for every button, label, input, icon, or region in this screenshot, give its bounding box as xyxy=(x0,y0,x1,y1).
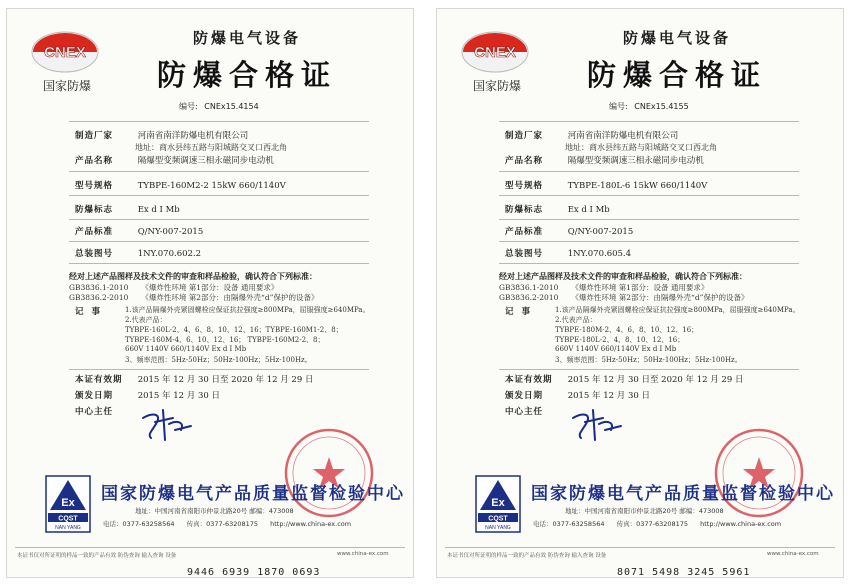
manufacturer-row xyxy=(505,129,678,141)
field-label: 型号规格 xyxy=(75,181,114,191)
manufacturer-address: 地址：商水县纬五路与阳城路交叉口西北角 xyxy=(565,143,717,152)
divider xyxy=(69,369,369,370)
standard-row xyxy=(505,225,633,237)
divider xyxy=(15,547,405,548)
standard-item xyxy=(69,292,319,303)
cqst-logo-icon xyxy=(475,475,521,533)
organization-address: 地址：中国河南省南阳市仲景北路20号 邮编：473008 xyxy=(565,507,724,515)
remarks-label: 记事 xyxy=(505,307,539,317)
divider xyxy=(499,369,799,370)
standard-row xyxy=(75,225,203,237)
contact-line xyxy=(533,519,791,528)
field-label: 制造厂家 xyxy=(75,131,114,141)
certificate-title: 防爆合格证 xyxy=(586,58,767,92)
director-signature-icon xyxy=(565,404,625,444)
standard-value: Q/NY-007-2015 xyxy=(567,227,634,237)
director-signature-icon xyxy=(135,404,195,444)
standard-desc: 《爆炸性环境 第1部分：设备 通用要求》 xyxy=(571,283,709,292)
remark-line: TYBPE-180L-2、4、8、10、12、16； xyxy=(555,336,685,344)
footer-note: 本证书仅对所证明的样品一致的产品有效 防伪查询 输入查询 设备 xyxy=(17,553,177,559)
director-row xyxy=(505,405,565,417)
footer-note: 本证书仅对所证明的样品一致的产品有效 防伪查询 输入查询 设备 xyxy=(447,553,607,559)
issue-date-value: 2015 年 12 月 30 日 xyxy=(137,391,220,401)
official-seal-icon xyxy=(283,427,375,519)
footer-url: www.china-ex.com xyxy=(337,551,389,557)
divider xyxy=(69,195,369,196)
field-label: 总装图号 xyxy=(75,249,114,259)
remark-line: 3、频率范围：5Hz-50Hz；50Hz-100Hz；5Hz-100Hz。 xyxy=(125,356,312,364)
equipment-category: 防爆电气设备 xyxy=(192,29,301,47)
cqst-logo-icon xyxy=(45,475,91,533)
cert-no-label: 编号: xyxy=(179,102,198,111)
logo-subtitle: 国家防爆 xyxy=(472,79,521,93)
divider xyxy=(499,121,799,122)
cqst-ex-text: Ex xyxy=(491,497,505,509)
field-label: 产品标准 xyxy=(505,227,544,237)
certificate-number xyxy=(609,101,693,112)
cqst-text: CQST xyxy=(58,515,78,523)
product-name-row xyxy=(505,154,704,166)
product-name-value: 隔爆型变频调速三相永磁同步电动机 xyxy=(137,156,274,166)
standard-code: GB3836.2-2010 xyxy=(69,293,129,302)
field-label: 产品标准 xyxy=(75,227,114,237)
field-label: 颁发日期 xyxy=(75,391,114,401)
cnex-logo xyxy=(455,27,539,95)
ex-mark-row xyxy=(505,203,610,215)
standard-value: Q/NY-007-2015 xyxy=(137,227,204,237)
field-label: 产品名称 xyxy=(75,156,114,166)
fax: 传真：0377-63208175 xyxy=(616,520,689,528)
field-label: 防爆标志 xyxy=(75,205,114,215)
model-row xyxy=(75,179,286,191)
field-label: 颁发日期 xyxy=(505,391,544,401)
remark-line: 1.该产品隔爆外壳紧固螺栓应保证抗拉强度≥800MPa，屈服强度≥640MPa。 xyxy=(555,306,800,314)
model-value: TYBPE-180L-6 15kW 660/1140V xyxy=(567,181,708,191)
remark-line: 3、频率范围：5Hz-50Hz；50Hz-100Hz；5Hz-100Hz。 xyxy=(555,356,742,364)
field-label: 产品名称 xyxy=(505,156,544,166)
cqst-ex-text: Ex xyxy=(61,497,75,509)
drawing-value: 1NY.070.605.4 xyxy=(567,249,632,259)
manufacturer-value: 河南省南洋防爆电机有限公司 xyxy=(137,131,249,141)
manufacturer-address: 地址：商水县纬五路与阳城路交叉口西北角 xyxy=(135,143,287,152)
manufacturer-value: 河南省南洋防爆电机有限公司 xyxy=(567,131,679,141)
cnex-logo xyxy=(25,27,109,95)
compliance-statement: 经对上述产品图样及技术文件的审查和样品检验，确认符合下列标准： xyxy=(69,272,317,281)
logo-text: CNEX xyxy=(474,44,516,61)
remark-line: 660V 1140V 660/1140V Ex d I Mb xyxy=(555,345,677,353)
divider xyxy=(499,241,799,242)
divider xyxy=(499,263,799,264)
model-row xyxy=(505,179,707,191)
standard-code: GB3836.1-2010 xyxy=(69,283,129,292)
equipment-category: 防爆电气设备 xyxy=(622,29,731,47)
model-value: TYBPE-160M2-2 15kW 660/1140V xyxy=(137,181,286,191)
field-label: 中心主任 xyxy=(75,407,114,417)
issuing-organization: 国家防爆电气产品质量监督检验中心 xyxy=(101,484,405,504)
divider xyxy=(499,195,799,196)
website: http://www.china-ex.com xyxy=(700,520,782,528)
cert-no-label: 编号: xyxy=(609,102,628,111)
field-label: 型号规格 xyxy=(505,181,544,191)
issuing-organization: 国家防爆电气产品质量监督检验中心 xyxy=(531,484,835,504)
certificate-title: 防爆合格证 xyxy=(156,58,337,92)
website: http://www.china-ex.com xyxy=(270,520,352,528)
remark-line: TYBPE-160M-4、6、10、12、16； TYBPE-160M2-2、8； xyxy=(125,336,325,344)
field-label: 总装图号 xyxy=(505,249,544,259)
remark-line: TYBPE-160L-2、4、6、8、10、12、16；TYBPE-160M1-2、8； xyxy=(125,326,343,334)
validity-row xyxy=(75,373,313,385)
remark-line: TYBPE-180M-2、4、6、8、10、12、16； xyxy=(555,326,699,334)
divider xyxy=(499,219,799,220)
director-row xyxy=(75,405,135,417)
divider xyxy=(69,171,369,172)
field-label: 本证有效期 xyxy=(75,375,123,385)
field-label: 防爆标志 xyxy=(505,205,544,215)
organization-address: 地址：中国河南省南阳市仲景北路20号 邮编：473008 xyxy=(135,507,294,515)
field-label: 本证有效期 xyxy=(505,375,553,385)
cert-no-value: CNEx15.4154 xyxy=(204,102,259,111)
drawing-value: 1NY.070.602.2 xyxy=(137,249,202,259)
field-label: 中心主任 xyxy=(505,407,544,417)
certificate-left xyxy=(6,8,414,578)
telephone: 电话：0377-63258564 xyxy=(103,520,175,528)
anti-counterfeit-serial: 8071 5498 3245 5961 xyxy=(617,567,751,578)
divider xyxy=(69,219,369,220)
cqst-city-text: NAN YANG xyxy=(55,525,81,531)
cqst-text: CQST xyxy=(488,515,508,523)
standard-desc: 《爆炸性环境 第1部分：设备 通用要求》 xyxy=(141,283,279,292)
official-seal-icon xyxy=(713,427,805,519)
remark-line: 1.该产品隔爆外壳紧固螺栓应保证抗拉强度≥800MPa，屈服强度≥640MPa。 xyxy=(125,306,370,314)
logo-text: CNEX xyxy=(44,44,86,61)
divider xyxy=(69,263,369,264)
issue-date-row xyxy=(75,389,220,401)
ex-mark-value: Ex d I Mb xyxy=(567,205,610,215)
cnex-logo-icon xyxy=(461,31,529,73)
drawing-row xyxy=(505,247,631,259)
telephone: 电话：0377-63258564 xyxy=(533,520,605,528)
remark-line: 660V 1140V 660/1140V Ex d I Mb xyxy=(125,345,247,353)
standard-desc: 《爆炸性环境 第2部分：由隔爆外壳“d”保护的设备》 xyxy=(571,293,749,302)
anti-counterfeit-serial: 9446 6939 1870 0693 xyxy=(187,567,321,578)
divider xyxy=(445,547,835,548)
fax: 传真：0377-63208175 xyxy=(186,520,259,528)
remarks-label: 记事 xyxy=(75,307,109,317)
drawing-row xyxy=(75,247,201,259)
certificate-number xyxy=(179,101,263,112)
validity-value: 2015 年 12 月 30 日至 2020 年 12 月 29 日 xyxy=(137,375,314,385)
divider xyxy=(69,241,369,242)
remark-line: 2.代表产品： xyxy=(125,316,167,324)
cqst-city-text: NAN YANG xyxy=(485,525,511,531)
standard-item xyxy=(499,292,749,303)
compliance-statement: 经对上述产品图样及技术文件的审查和样品检验，确认符合下列标准： xyxy=(499,272,747,281)
validity-row xyxy=(505,373,743,385)
standard-code: GB3836.1-2010 xyxy=(499,283,559,292)
cnex-logo-icon xyxy=(31,31,99,73)
footer-url: www.china-ex.com xyxy=(767,551,819,557)
ex-mark-value: Ex d I Mb xyxy=(137,205,180,215)
cert-no-value: CNEx15.4155 xyxy=(634,102,689,111)
contact-line xyxy=(103,519,361,528)
validity-value: 2015 年 12 月 30 日至 2020 年 12 月 29 日 xyxy=(567,375,744,385)
ex-mark-row xyxy=(75,203,180,215)
standard-desc: 《爆炸性环境 第2部分：由隔爆外壳“d”保护的设备》 xyxy=(141,293,319,302)
divider xyxy=(69,121,369,122)
issue-date-row xyxy=(505,389,650,401)
certificate-right xyxy=(436,8,844,578)
field-label: 制造厂家 xyxy=(505,131,544,141)
divider xyxy=(499,171,799,172)
logo-subtitle: 国家防爆 xyxy=(42,79,91,93)
remark-line: 2.代表产品： xyxy=(555,316,597,324)
manufacturer-row xyxy=(75,129,248,141)
standard-code: GB3836.2-2010 xyxy=(499,293,559,302)
product-name-row xyxy=(75,154,274,166)
product-name-value: 隔爆型变频调速三相永磁同步电动机 xyxy=(567,156,704,166)
issue-date-value: 2015 年 12 月 30 日 xyxy=(567,391,650,401)
